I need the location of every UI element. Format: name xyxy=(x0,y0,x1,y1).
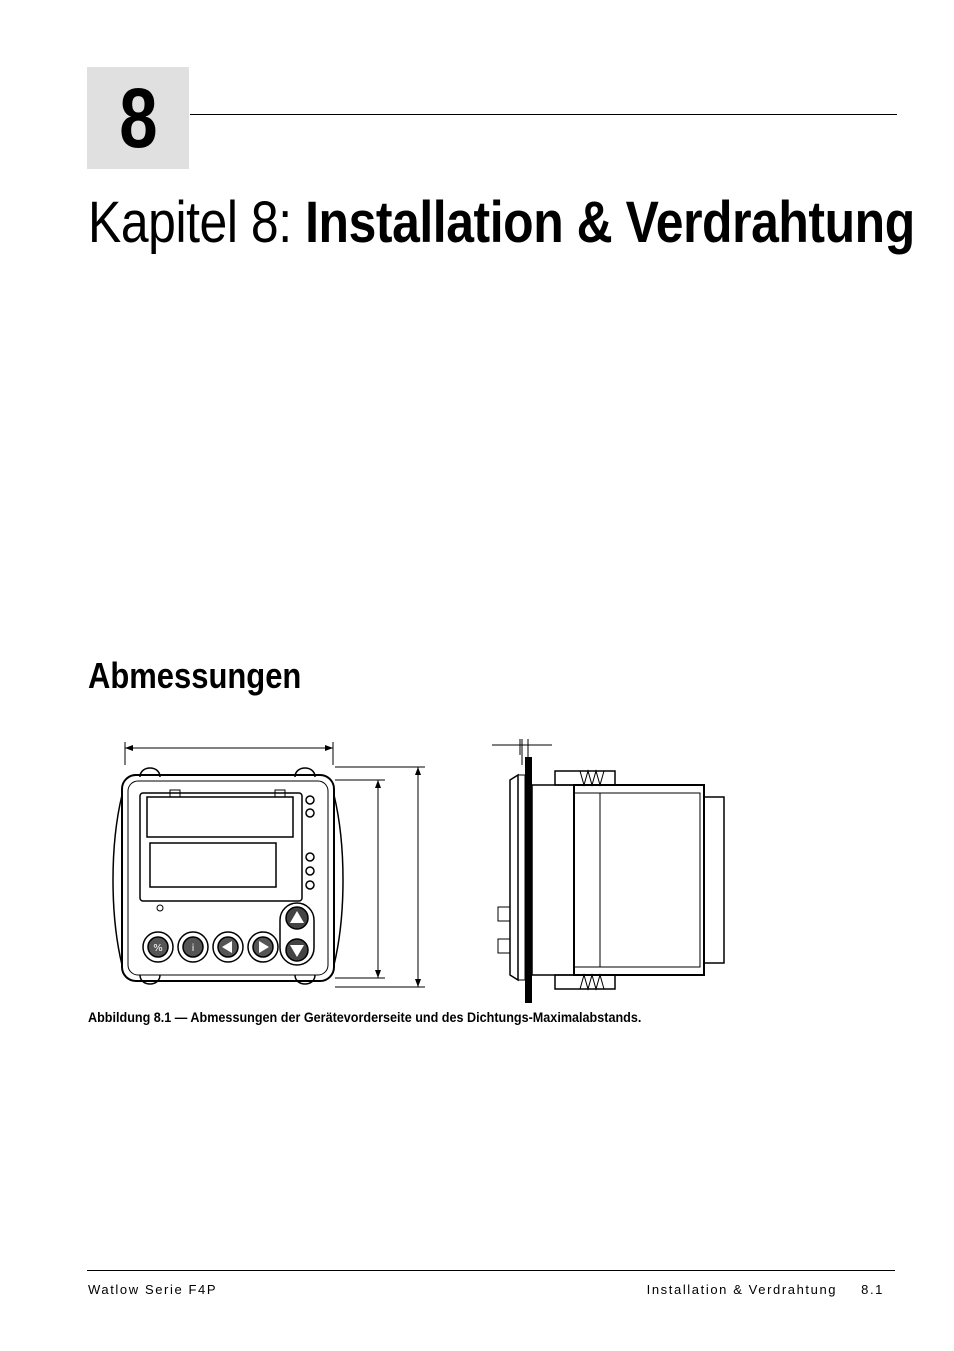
figure-caption: Abbildung 8.1 — Abmessungen der Gerätevorderseite und des Dichtungs-Maximalabstands. xyxy=(88,1009,642,1025)
chapter-number: 8 xyxy=(118,71,158,165)
page-title-lead: Kapitel 8: xyxy=(88,190,306,255)
svg-text:%: % xyxy=(153,943,163,954)
side-view-icon xyxy=(492,739,724,1003)
chapter-number-box xyxy=(87,67,189,169)
footer-rule xyxy=(87,1270,895,1271)
footer-page-number: 8.1 xyxy=(861,1282,884,1297)
svg-text:i: i xyxy=(191,943,195,954)
page-title-main: Installation & Verdrahtung xyxy=(305,190,915,255)
footer-right xyxy=(647,1282,884,1297)
front-view-icon xyxy=(113,742,425,987)
page-title xyxy=(88,188,915,258)
footer-product: Watlow Serie F4P xyxy=(88,1282,218,1297)
section-title: Abmessungen xyxy=(88,655,302,696)
chapter-rule xyxy=(190,114,897,115)
footer-chapter-title: Installation & Verdrahtung xyxy=(646,1282,838,1297)
dimensions-figure xyxy=(110,735,750,1010)
